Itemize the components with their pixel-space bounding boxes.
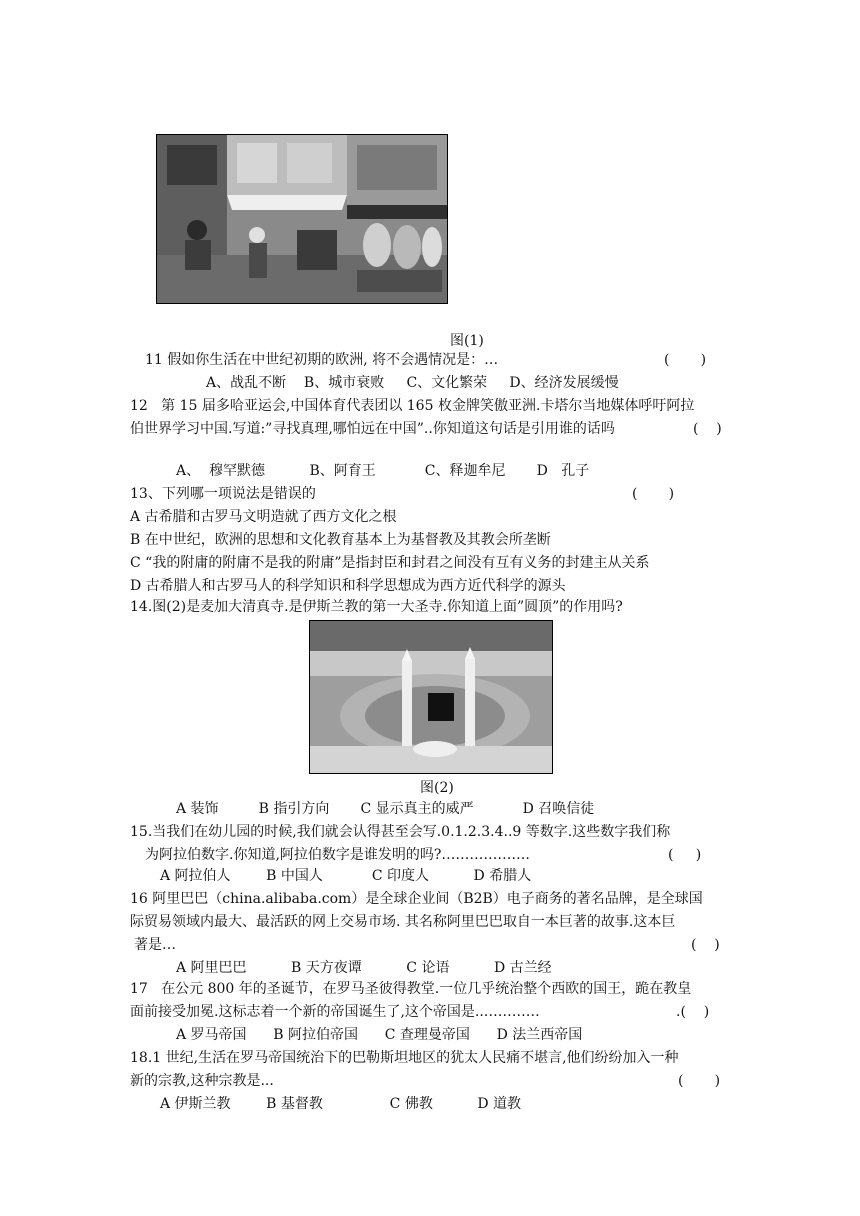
- q14-options: A 装饰 B 指引方向 C 显示真主的威严 D 召唤信徒: [176, 801, 595, 817]
- q11-answer-paren: ( ): [664, 352, 707, 368]
- q18-stem-line1: 18.1 世纪,生活在罗马帝国统治下的巴勒斯坦地区的犹太人民痛不堪言,他们纷纷加入一种: [130, 1050, 679, 1066]
- figure-1-caption: 图(1): [450, 333, 484, 349]
- q16-stem-line3: 著是…: [134, 937, 176, 953]
- q13-option-d: D 古希腊人和古罗马人的科学知识和科学思想成为西方近代科学的源头: [130, 578, 566, 594]
- q16-answer-paren: ( ): [691, 937, 720, 953]
- q17-stem-line2: 面前接受加冕.这标志着一个新的帝国诞生了,这个帝国是..…………: [130, 1004, 540, 1020]
- q15-options: A 阿拉伯人 B 中国人 C 印度人 D 希腊人: [160, 868, 532, 884]
- q11-stem: 11 假如你生活在中世纪初期的欧洲, 将不会遇情况是：…: [145, 352, 499, 368]
- q18-stem-line2: 新的宗教,这种宗教是...: [130, 1073, 274, 1089]
- figure-2-caption: 图(2): [420, 780, 454, 796]
- q13-answer-paren: ( ): [632, 486, 675, 502]
- q15-stem-line2: 为阿拉伯数字.你知道,阿拉伯数字是谁发明的吗?……………….: [145, 847, 530, 863]
- q15-answer-paren: ( ): [668, 847, 702, 863]
- q12-stem-line1: 12 第 15 届多哈亚运会,中国体育代表团以 165 枚金牌笑傲亚洲.卡塔尔当地媒体呼吁阿拉: [130, 398, 695, 414]
- q12-answer-paren: ( ): [693, 421, 722, 437]
- q13-stem: 13、下列哪一项说法是错误的: [130, 486, 316, 502]
- q17-options: A 罗马帝国 B 阿拉伯帝国 C 查理曼帝国 D 法兰西帝国: [176, 1027, 583, 1043]
- figure-1-image: [156, 134, 448, 304]
- q18-options: A 伊斯兰教 B 基督教 C 佛教 D 道教: [160, 1096, 521, 1112]
- q17-stem-line1: 17 在公元 800 年的圣诞节，在罗马圣彼得教堂.一位几乎统治整个西欧的国王，跪在教皇: [130, 981, 692, 997]
- q18-answer-paren: ( ): [678, 1073, 721, 1089]
- q17-answer-paren: .( ): [676, 1004, 710, 1020]
- q13-option-a: A 古希腊和古罗马文明造就了西方文化之根: [130, 509, 397, 525]
- q16-options: A 阿里巴巴 B 天方夜谭 C 论语 D 古兰经: [176, 960, 552, 976]
- figure-2-image: [309, 620, 553, 774]
- q13-option-b: B 在中世纪，欧洲的思想和文化教育基本上为基督教及其教会所垄断: [130, 532, 551, 548]
- q16-stem-line1: 16 阿里巴巴（china.alibaba.com）是全球企业间（B2B）电子商务的著名品牌，是全球国: [130, 891, 703, 907]
- q13-option-c: C “我的附庸的附庸不是我的附庸”是指封臣和封君之间没有互有义务的封建主从关系: [130, 555, 650, 571]
- q12-stem-line2: 伯世界学习中国.写道:”寻找真理,哪怕远在中国”..你知道这句话是引用谁的话吗: [130, 421, 615, 437]
- q16-stem-line2: 际贸易领域内最大、最活跃的网上交易市场. 其名称阿里巴巴取自一本巨著的故事.这本巨: [130, 914, 676, 930]
- q11-options: A、战乱不断 B、城市衰败 C、文化繁荣 D、经济发展缓慢: [206, 375, 619, 391]
- q15-stem-line1: 15.当我们在幼儿园的时候,我们就会认得甚至会写.0.1.2.3.4..9 等数字.这些数字我们称: [130, 824, 671, 840]
- q12-options: A、 穆罕默德 B、阿育王 C、释迦牟尼 D 孔子: [176, 463, 590, 479]
- q14-stem: 14.图(2)是麦加大清真寺.是伊斯兰教的第一大圣寺.你知道上面”圆顶”的作用吗?: [130, 599, 623, 615]
